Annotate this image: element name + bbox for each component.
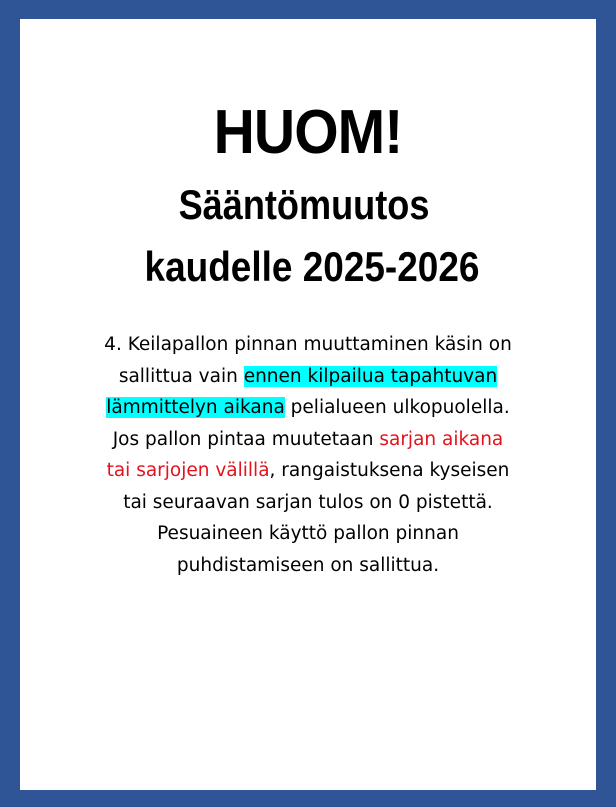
rule-line-3-text: pelialueen ulkopuolella. xyxy=(284,397,510,418)
rule-line-5-text: , rangaistuksena kyseisen xyxy=(269,460,510,481)
rule-red-text-2: tai sarjojen välillä xyxy=(106,460,270,481)
notice-page xyxy=(20,19,596,790)
rule-text xyxy=(50,329,566,581)
rule-line-6: tai seuraavan sarjan tulos on 0 pistettä. xyxy=(123,491,493,513)
notice-subtitle-line1: Sääntömuutos xyxy=(178,181,430,228)
notice-subtitle-line2: kaudelle 2025-2026 xyxy=(144,243,480,290)
rule-line-5 xyxy=(50,455,566,487)
rule-line-3 xyxy=(50,392,566,424)
rule-line-7: Pesuaineen käyttö pallon pinnan xyxy=(157,523,459,544)
rule-highlight-1: ennen kilpailua tapahtuvan xyxy=(243,365,498,387)
rule-highlight-2: lämmittelyn aikana xyxy=(106,397,285,418)
rule-line-1: 4. Keilapallon pinnan muuttaminen käsin on xyxy=(104,334,512,355)
rule-line-8: puhdistamiseen on sallittua. xyxy=(176,554,440,576)
rule-red-text-1: sarjan aikana xyxy=(379,428,504,450)
rule-line-4 xyxy=(50,424,566,456)
rule-line-4-text: Jos pallon pintaa muutetaan xyxy=(112,428,380,450)
rule-line-2-text: sallittua vain xyxy=(118,365,244,387)
rule-line-2 xyxy=(50,361,566,393)
notice-title: HUOM! xyxy=(213,98,403,167)
